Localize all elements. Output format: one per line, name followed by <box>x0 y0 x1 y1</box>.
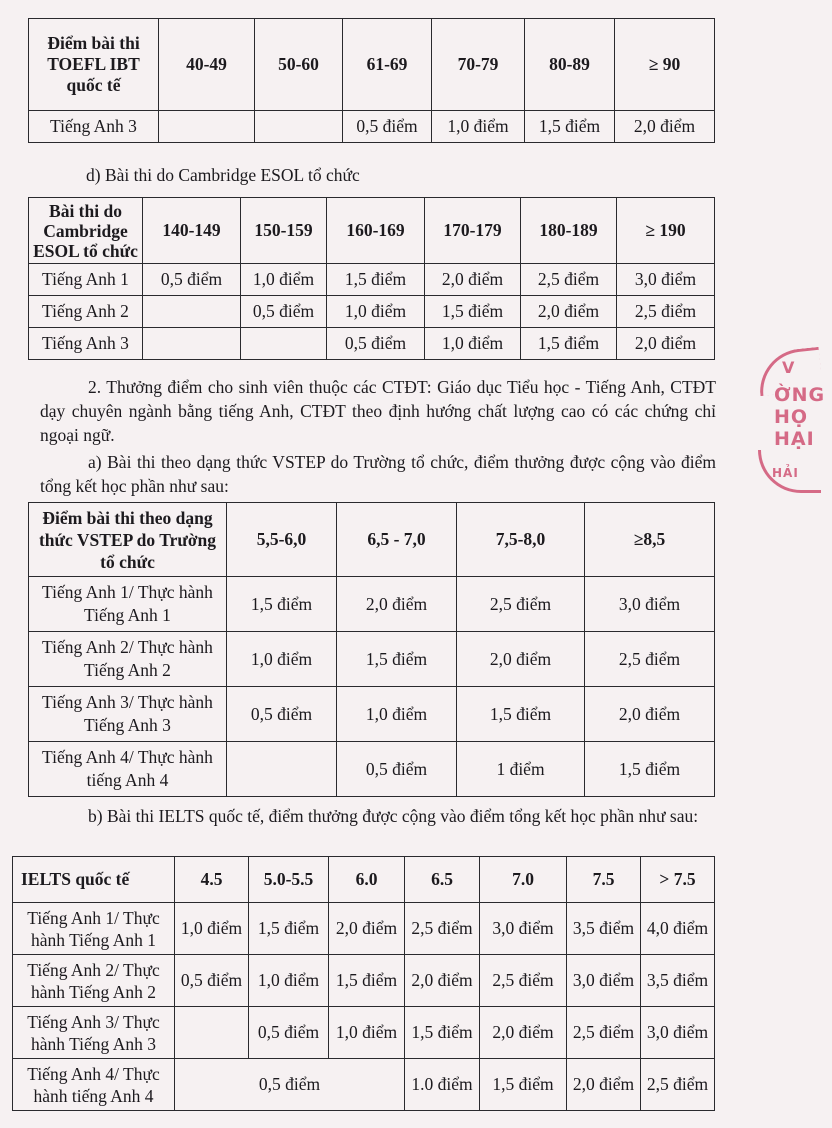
table-cell: 2,0 điểm <box>567 1059 641 1111</box>
red-seal-stamp <box>752 350 832 490</box>
table-cell: 2,0 điểm <box>457 632 585 687</box>
table-cell: 2,5 điểm <box>405 903 480 955</box>
table-cell: 1,0 điểm <box>432 111 525 143</box>
table-cell: 4,0 điểm <box>641 903 715 955</box>
table-cell: 2,0 điểm <box>617 328 715 360</box>
table-cell: 3,0 điểm <box>617 264 715 296</box>
table-cell: 0,5 điểm <box>327 328 425 360</box>
table-cell <box>159 111 255 143</box>
table-cell: 1,0 điểm <box>425 328 521 360</box>
table-cell: 2,0 điểm <box>329 903 405 955</box>
cambridge-table <box>28 197 715 360</box>
table-cell: 1,5 điểm <box>585 742 715 797</box>
header-cell: 70-79 <box>432 19 525 111</box>
row-label: Tiếng Anh 2/ Thực hành Tiếng Anh 2 <box>13 955 175 1007</box>
header-cell: 40-49 <box>159 19 255 111</box>
header-cell: ≥ 190 <box>617 198 715 264</box>
cambridge-header-row <box>29 198 715 264</box>
row-label: Tiếng Anh 4/ Thực hành tiếng Anh 4 <box>29 742 227 797</box>
header-cell: Bài thi do Cambridge ESOL tổ chức <box>29 198 143 264</box>
header-cell: 7,5-8,0 <box>457 503 585 577</box>
table-cell: 1,5 điểm <box>425 296 521 328</box>
row-label: Tiếng Anh 3 <box>29 111 159 143</box>
table-cell: 2,5 điểm <box>521 264 617 296</box>
table-cell: 1 điểm <box>457 742 585 797</box>
table-row <box>29 742 715 797</box>
table-cell: 2,0 điểm <box>337 577 457 632</box>
paragraph-a: a) Bài thi theo dạng thức VSTEP do Trường tổ chức, điểm thưởng được cộng vào điểm tổng kết học phần như sau: <box>40 452 716 496</box>
table-cell: 1,0 điểm <box>175 903 249 955</box>
paragraph-b: b) Bài thi IELTS quốc tế, điểm thưởng được cộng vào điểm tổng kết học phần như sau: <box>88 806 699 826</box>
table-cell: 0,5 điểm <box>227 687 337 742</box>
table-row <box>29 577 715 632</box>
header-cell: 150-159 <box>241 198 327 264</box>
header-cell: Điểm bài thi TOEFL IBT quốc tế <box>29 19 159 111</box>
seal-text: ỜNG <box>774 384 826 406</box>
row-label: Tiếng Anh 3/ Thực hành Tiếng Anh 3 <box>29 687 227 742</box>
seal-arc-bottom <box>758 450 821 493</box>
header-cell: Điểm bài thi theo dạng thức VSTEP do Trường tổ chức <box>29 503 227 577</box>
vstep-table <box>28 502 715 797</box>
table-cell: 0,5 điểm <box>143 264 241 296</box>
table-cell: 3,0 điểm <box>567 955 641 1007</box>
table-cell: 2,5 điểm <box>617 296 715 328</box>
table-cell <box>255 111 343 143</box>
row-label: Tiếng Anh 1 <box>29 264 143 296</box>
table-cell: 1,0 điểm <box>227 632 337 687</box>
table-cell <box>143 296 241 328</box>
table-cell: 1,0 điểm <box>337 687 457 742</box>
table-row <box>13 903 715 955</box>
header-cell: 61-69 <box>343 19 432 111</box>
merged-cell: 0,5 điểm <box>175 1059 405 1111</box>
table-cell: 1,5 điểm <box>457 687 585 742</box>
table-cell: 2,0 điểm <box>405 955 480 1007</box>
table-cell: 2,5 điểm <box>641 1059 715 1111</box>
header-cell: 50-60 <box>255 19 343 111</box>
table-cell: 0,5 điểm <box>249 1007 329 1059</box>
table-cell: 1,5 điểm <box>405 1007 480 1059</box>
table-cell: 1,0 điểm <box>241 264 327 296</box>
table-cell: 1,5 điểm <box>227 577 337 632</box>
table-row <box>29 687 715 742</box>
table-cell: 2,0 điểm <box>585 687 715 742</box>
row-label: Tiếng Anh 3/ Thực hành Tiếng Anh 3 <box>13 1007 175 1059</box>
table-cell <box>241 328 327 360</box>
header-cell: 80-89 <box>525 19 615 111</box>
header-cell: 4.5 <box>175 857 249 903</box>
table-cell: 2,5 điểm <box>585 632 715 687</box>
header-cell: 6.5 <box>405 857 480 903</box>
header-cell: 7.0 <box>480 857 567 903</box>
ielts-header-row <box>13 857 715 903</box>
header-cell: 140-149 <box>143 198 241 264</box>
toefl-header-row <box>29 19 715 111</box>
table-cell: 0,5 điểm <box>241 296 327 328</box>
header-cell: 5.0-5.5 <box>249 857 329 903</box>
vstep-header-row <box>29 503 715 577</box>
toefl-table <box>28 18 715 143</box>
table-cell: 2,0 điểm <box>480 1007 567 1059</box>
table-cell: 2,0 điểm <box>615 111 715 143</box>
row-label: Tiếng Anh 3 <box>29 328 143 360</box>
table-cell: 1,5 điểm <box>329 955 405 1007</box>
table-cell: 1,5 điểm <box>480 1059 567 1111</box>
table-cell: 3,0 điểm <box>585 577 715 632</box>
header-cell: IELTS quốc tế <box>13 857 175 903</box>
header-cell: 6.0 <box>329 857 405 903</box>
table-cell: 1,5 điểm <box>249 903 329 955</box>
header-cell: ≥ 90 <box>615 19 715 111</box>
table-row <box>29 111 715 143</box>
table-cell: 1,5 điểm <box>525 111 615 143</box>
table-cell: 1,0 điểm <box>327 296 425 328</box>
table-cell: 1,5 điểm <box>327 264 425 296</box>
seal-text: HỌ <box>774 406 809 428</box>
seal-text: HẢI <box>772 466 799 480</box>
row-label: Tiếng Anh 1/ Thực hành Tiếng Anh 1 <box>13 903 175 955</box>
table-cell <box>227 742 337 797</box>
table-cell: 1,5 điểm <box>521 328 617 360</box>
header-cell: > 7.5 <box>641 857 715 903</box>
table-row <box>29 632 715 687</box>
row-label: Tiếng Anh 1/ Thực hành Tiếng Anh 1 <box>29 577 227 632</box>
section-d-heading: d) Bài thi do Cambridge ESOL tổ chức <box>86 165 360 185</box>
table-cell: 2,0 điểm <box>425 264 521 296</box>
table-cell: 2,0 điểm <box>521 296 617 328</box>
table-cell: 2,5 điểm <box>457 577 585 632</box>
ielts-table <box>12 856 715 1111</box>
paragraph-2: 2. Thưởng điểm cho sinh viên thuộc các CTĐT: Giáo dục Tiểu học - Tiếng Anh, CTĐT dạy chuyên ngành bằng tiếng Anh, CTĐT theo định hướng chất lượng cao có các chứng chỉ ngoại ngữ. <box>40 377 716 445</box>
table-row <box>13 1007 715 1059</box>
table-row <box>29 328 715 360</box>
table-cell: 3,5 điểm <box>641 955 715 1007</box>
table-row <box>13 1059 715 1111</box>
seal-text: HẠI <box>774 428 815 450</box>
table-cell: 1,0 điểm <box>249 955 329 1007</box>
table-cell: 2,5 điểm <box>567 1007 641 1059</box>
header-cell: 7.5 <box>567 857 641 903</box>
table-cell: 2,5 điểm <box>480 955 567 1007</box>
row-label: Tiếng Anh 2 <box>29 296 143 328</box>
table-cell: 0,5 điểm <box>175 955 249 1007</box>
table-cell: 0,5 điểm <box>337 742 457 797</box>
header-cell: ≥8,5 <box>585 503 715 577</box>
table-cell <box>175 1007 249 1059</box>
seal-text: V <box>782 358 796 377</box>
table-cell: 1,0 điểm <box>329 1007 405 1059</box>
table-cell: 3,0 điểm <box>480 903 567 955</box>
table-row <box>29 296 715 328</box>
header-cell: 170-179 <box>425 198 521 264</box>
row-label: Tiếng Anh 4/ Thực hành tiếng Anh 4 <box>13 1059 175 1111</box>
table-row <box>13 955 715 1007</box>
table-cell: 1,5 điểm <box>337 632 457 687</box>
header-cell: 5,5-6,0 <box>227 503 337 577</box>
table-cell: 1.0 điểm <box>405 1059 480 1111</box>
table-cell <box>143 328 241 360</box>
table-cell: 3,0 điểm <box>641 1007 715 1059</box>
table-row <box>29 264 715 296</box>
header-cell: 160-169 <box>327 198 425 264</box>
header-cell: 180-189 <box>521 198 617 264</box>
table-cell: 3,5 điểm <box>567 903 641 955</box>
table-cell: 0,5 điểm <box>343 111 432 143</box>
header-cell: 6,5 - 7,0 <box>337 503 457 577</box>
row-label: Tiếng Anh 2/ Thực hành Tiếng Anh 2 <box>29 632 227 687</box>
